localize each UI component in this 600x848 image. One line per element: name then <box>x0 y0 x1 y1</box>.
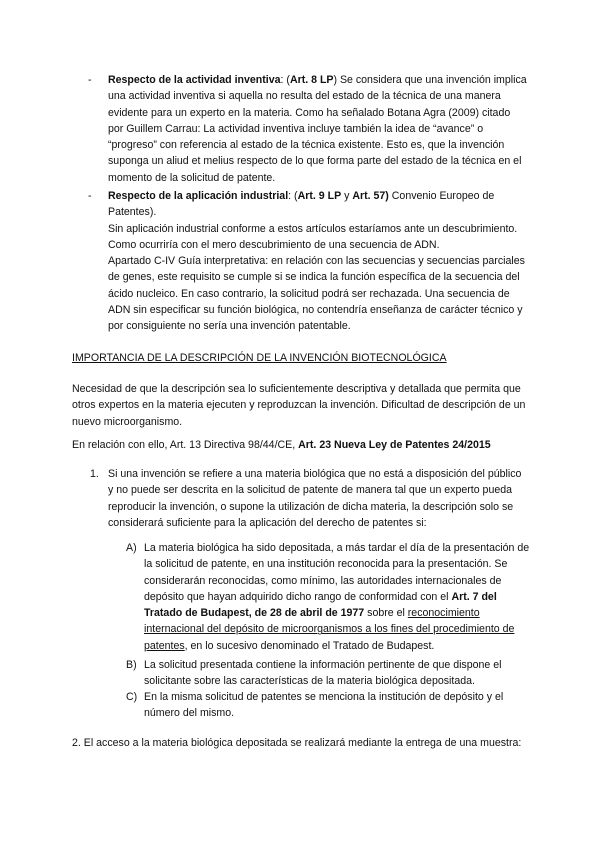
bullet-industrial-application: Respecto de la aplicación industrial: (Art. 9 LP y Art. 57) Convenio Europeo de Patentes). Sin aplicación industrial conforme a estos artículos estaríamos ante un descubrimiento. Como ocurriría con el mero descubrimiento de una secuencia de ADN. Apartado C-IV Guía interpretativa: en relación con las secuencias y secuencias parciales de genes, este requisito se cumple si se indica la función específica de la secuencia del ácido nucleico. En caso contrario, la solicitud podrá ser rechazada. Una secuencia de ADN sin especificar su función biológica, no contendría enseñanza de carácter técnico y por consiguiente no sería una invención patentable. <box>108 188 528 335</box>
paragraph: Necesidad de que la descripción sea lo suficientemente descriptiva y detallada que permita que otros expertos en la materia ejecuten y reproduzcan la invención. Dificultad de descripción de un nuevo microorganismo. <box>72 383 526 428</box>
item-text: Si una invención se refiere a una materia biológica que no está a disposición del público y no puede ser descrita en la solicitud de patente de manera tal que un experto pueda reproducir la invención, o supone la utilización de dicha materia, la descripción solo se considerará suficiente para la aplicación del derecho de patentes si: <box>108 468 522 529</box>
bullet-title: Respecto de la aplicación industrial <box>108 190 289 202</box>
document-page: - Respecto de la actividad inventiva: (Art. 8 LP) Se considera que una invención implica una actividad inventiva si aquella no resulta del estado de la técnica de una manera evidente para un experto en la materia. Como ha señalado Botana Agra (2009) citado por Guillem Carrau: La actividad inventiva incluye también la idea de “avance” o “progreso” con referencia al estado de la técnica existente. Esto es, que la invención suponga un aliud et melius respecto de lo que forma parte del estado de la técnica en el momento de la solicitud de patente. - Respecto de la aplicación industrial: (Art. 9 LP y Art. 57) Convenio Europeo de Patentes). Sin aplicación industrial conforme a estos artículos estaríamos ante un descubrimiento. Como ocurriría con el mero descubrimiento de una secuencia de ADN. Apartado C-IV Guía interpretativa: en relación con las secuencias y secuencias parciales de genes, este requisito se cumple si se indica la función específica de la secuencia del ácido nucleico. En caso contrario, la solicitud podrá ser rechazada. Una secuencia de ADN sin especificar su función biológica, no contendría enseñanza de carácter técnico y por consiguiente no sería una invención patentable. IMPORTANCIA DE LA DESCRIPCIÓN DE LA INVENCIÓN BIOTECNOLÓGICA Necesidad de que la descripción sea lo suficientemente descriptiva y detallada que permita que otros expertos en la materia ejecuten y reproduzcan la invención. Dificultad de descripción de un nuevo microorganismo. En relación con ello, Art. 13 Directiva 98/44/CE, Art. 23 Nueva Ley de Patentes 24/2015 1. Si una invención se refiere a una materia biológica que no está a disposición del público y no puede ser descrita en la solicitud de patente de manera tal que un experto pueda reproducir la invención, o supone la utilización de dicha materia, la descripción solo se considerará suficiente para la aplicación del derecho de patentes si: A) La materia biológica ha sido depositada, a más tardar el día de la presentación de la solicitud de patente, en una institución reconocida para la presentación. Se considerarán reconocidas, como mínimo, las autoridades internacionales de depósito que hayan adquirido dicho rango de conformidad con el Art. 7 del Tratado de Budapest, de 28 de abril de 1977 sobre el reconocimiento internacional del depósito de microorganismos a los fines del procedimiento de patentes, en lo sucesivo denominado el Tratado de Budapest. B) La solicitud presentada contiene la información pertinente de que dispone el solicitante sobre las características de la materia biológica depositada. C) En la misma solicitud de patentes se menciona la institución de depósito y el número del mismo. 2. El acceso a la materia biológica depositada se realizará mediante la entrega de una muestra: <box>0 0 600 848</box>
bullet-title: Respecto de la actividad inventiva <box>108 74 281 86</box>
article-ref: Art. 8 LP <box>289 74 334 86</box>
article-ref: Art. 9 LP <box>297 190 342 202</box>
sub-item-text: En la misma solicitud de patentes se menciona la institución de depósito y el número del mismo. <box>144 691 504 720</box>
bullet-dash: - <box>88 190 92 202</box>
bullet-dash: - <box>88 74 92 86</box>
sub-item-text: La solicitud presentada contiene la información pertinente de que dispone el solicitante sobre las características de la materia biológica depositada. <box>144 659 502 688</box>
item-number: 1. <box>90 468 99 480</box>
section-heading: IMPORTANCIA DE LA DESCRIPCIÓN DE LA INVENCIÓN BIOTECNOLÓGICA <box>72 352 447 364</box>
sub-item-label: C) <box>126 691 138 703</box>
paragraph: 2. El acceso a la materia biológica depositada se realizará mediante la entrega de una muestra: <box>72 737 522 749</box>
paragraph: En relación con ello, Art. 13 Directiva 98/44/CE, Art. 23 Nueva Ley de Patentes 24/2015 <box>72 439 491 451</box>
paragraph: Sin aplicación industrial conforme a estos artículos estaríamos ante un descubrimiento. Como ocurriría con el mero descubrimiento de una secuencia de ADN. <box>108 222 518 251</box>
sub-item-label: A) <box>126 542 137 554</box>
sub-item-label: B) <box>126 659 137 671</box>
article-ref: Art. 57) <box>352 190 389 202</box>
bullet-inventive-activity: Respecto de la actividad inventiva: (Art. 8 LP) Se considera que una invención implica una actividad inventiva si aquella no resulta del estado de la técnica de una manera evidente para un experto en la materia. Como ha señalado Botana Agra (2009) citado por Guillem Carrau: La actividad inventiva incluye también la idea de “avance” o “progreso” con referencia al estado de la técnica existente. Esto es, que la invención suponga un aliud et melius respecto de lo que forma parte del estado de la técnica en el momento de la solicitud de patente. <box>108 74 527 184</box>
paragraph: Apartado C-IV Guía interpretativa: en relación con las secuencias y secuencias parciales de genes, este requisito se cumple si se indica la función específica de la secuencia del ácido nucleico. En caso contrario, la solicitud podrá ser rechazada. Una secuencia de ADN sin especificar su función biológica, no contendría enseñanza de carácter técnico y por consiguiente no sería una invención patentable. <box>108 255 525 333</box>
